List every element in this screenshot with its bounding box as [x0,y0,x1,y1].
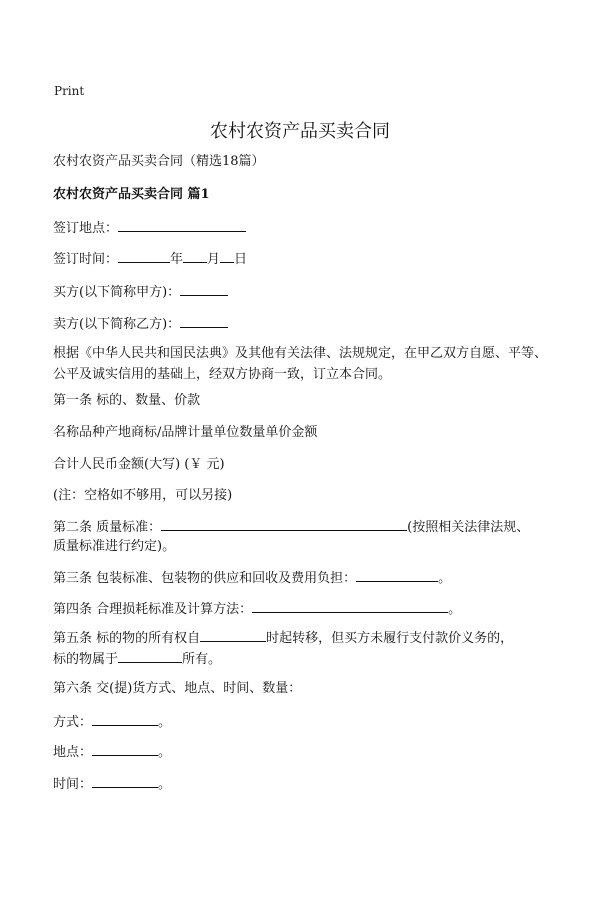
sign-time-line [53,248,247,270]
article-5-line2 [53,648,221,670]
article-5-end: 所有。 [182,652,222,667]
article-4-label: 第四条 合理损耗标准及计算方法： [53,602,253,617]
preamble-paragraph: 根据《中华人民共和国民法典》及其他有关法律、法规规定，在甲乙双方自愿、平等、公平及诚实信用的基础上，经双方协商一致，订立本合同。 [53,346,548,382]
article-2-continuation: 质量标准进行约定)。 [53,539,176,554]
note-line [53,486,232,506]
seller-label: 卖方(以下简称乙方)： [53,317,181,332]
article-6-line [53,679,301,699]
article-4-end: 。 [448,602,462,617]
section-heading [53,185,210,205]
section-heading-text: 农村农资产品买卖合同 篇1 [53,187,210,202]
location-label: 地点： [53,745,93,760]
article-5-middle: 时起转移，但买方未履行支付款价义务的， [266,631,514,646]
article-2-label: 第二条 质量标准： [53,520,162,535]
article-5-label: 第五条 标的物的所有权自 [53,631,201,646]
sign-place-label: 签订地点： [53,221,119,236]
year-label: 年 [170,252,184,267]
method-period: 。 [158,715,172,730]
subtitle [53,152,265,172]
note-text: (注：空格如不够用，可以另接) [53,488,233,503]
location-line [53,741,171,763]
method-blank [92,711,158,726]
buyer-label: 买方(以下简称甲方)： [53,285,181,300]
article-1-text: 第一条 标的、数量、价款 [53,393,201,408]
total-text: 合计人民币金额(大写) (￥ 元) [53,457,225,472]
seller-line [53,313,228,335]
article-3-label: 第三条 包装标准、包装物的供应和回收及费用负担： [53,571,357,586]
table-header-text: 名称品种产地商标/品牌计量单位数量单价金额 [53,425,318,440]
location-blank [92,741,158,756]
year-blank [118,248,170,263]
loss-standard-blank [252,598,448,613]
subtitle-text: 农村农资产品买卖合同（精选18篇） [53,154,265,169]
article-3-end: 。 [438,571,452,586]
article-2-line2 [53,537,175,557]
time-period: 。 [158,777,172,792]
table-header-line [53,423,317,443]
buyer-line [53,281,228,303]
method-line [53,711,171,733]
article-4-line [53,598,461,620]
ownership-party-blank [118,648,182,663]
day-label: 日 [234,252,248,267]
buyer-blank [180,281,228,296]
seller-blank [180,313,228,328]
time-blank [92,773,158,788]
month-blank [183,248,207,263]
month-label: 月 [207,252,221,267]
location-period: 。 [158,745,172,760]
method-label: 方式： [53,715,93,730]
page-title: 农村农资产品买卖合同 [210,121,390,142]
article-1 [53,391,200,411]
article-2-line1 [53,516,529,538]
sign-time-label: 签订时间： [53,252,119,267]
article-6-text: 第六条 交(提)货方式、地点、时间、数量： [53,681,302,696]
quality-standard-blank [161,516,407,531]
article-2-suffix: (按照相关法律法规、 [407,520,530,535]
day-blank [220,248,234,263]
print-label: Print [54,84,85,98]
time-line [53,773,171,795]
time-label: 时间： [53,777,93,792]
ownership-time-blank [200,627,266,642]
article-5-line1 [53,627,513,649]
packaging-blank [356,567,438,582]
sign-place-line [53,217,246,239]
article-5-continuation: 标的物属于 [53,652,119,667]
total-line [53,455,225,475]
article-3-line [53,567,451,589]
sign-place-blank [118,217,246,232]
